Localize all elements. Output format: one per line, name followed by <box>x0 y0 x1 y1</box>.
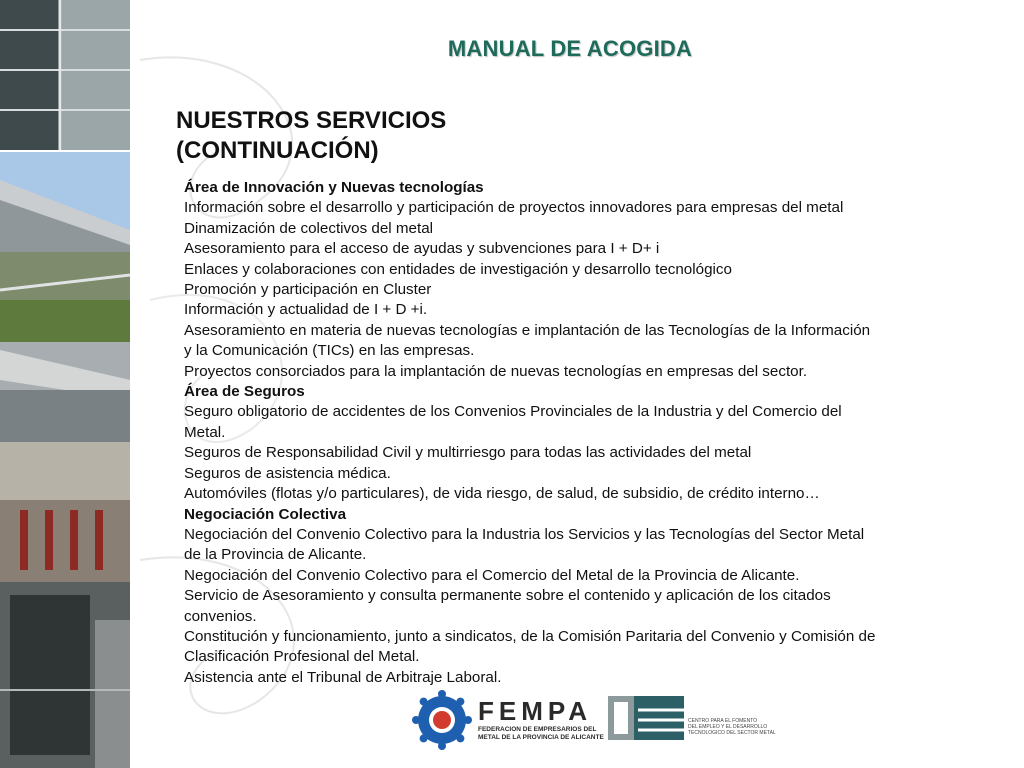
centro-caption-line-3: TECNOLOGICO DEL SECTOR METAL <box>688 730 776 736</box>
list-item: Asesoramiento para el acceso de ayudas y subvenciones para I + D+ i <box>184 240 660 258</box>
section-title <box>176 106 446 166</box>
fempa-subtitle-1: FEDERACION DE EMPRESARIOS DEL <box>478 726 597 733</box>
centro-emblem-icon <box>608 696 684 740</box>
list-item: Proyectos consorciados para la implantación de nuevas tecnologías en empresas del sector. <box>184 362 808 380</box>
fempa-wordmark: FEMPA <box>478 696 593 726</box>
list-item: Promoción y participación en Cluster <box>184 281 432 299</box>
list-item: Automóviles (flotas y/o particulares), de vida riesgo, de salud, de subsidio, de crédito interno… <box>184 485 820 503</box>
list-item: Información y actualidad de I + D +i. <box>184 301 428 319</box>
manual-title: MANUAL DE ACOGIDA <box>447 36 693 61</box>
fempa-subtitle-2: METAL DE LA PROVINCIA DE ALICANTE <box>478 734 604 741</box>
list-item: Clasificación Profesional del Metal. <box>184 648 420 666</box>
services-list <box>184 178 974 688</box>
list-item: convenios. <box>184 607 257 625</box>
section-heading: Negociación Colectiva <box>184 505 347 523</box>
centro-logo <box>608 696 684 740</box>
building-photo-strip <box>0 0 130 768</box>
centro-caption-line-1: CENTRO PARA EL FOMENTO <box>688 718 758 724</box>
list-item: Seguro obligatorio de accidentes de los Convenios Provinciales de la Industria y del Comercio del <box>184 403 842 421</box>
list-item: Dinamización de colectivos del metal <box>184 219 434 237</box>
footer-logos <box>412 688 792 752</box>
list-item: y la Comunicación (TICs) en las empresas. <box>184 342 475 360</box>
section-title-line-2: (CONTINUACIÓN) <box>176 137 379 164</box>
list-item: Constitución y funcionamiento, junto a sindicatos, de la Comisión Paritaria del Convenio y Comisión de <box>184 627 876 645</box>
list-item: de la Provincia de Alicante. <box>184 546 367 564</box>
list-item: Seguros de asistencia médica. <box>184 464 391 482</box>
list-item: Negociación del Convenio Colectivo para el Comercio del Metal de la Provincia de Alicante. <box>184 566 800 584</box>
fempa-emblem-icon <box>412 690 472 750</box>
list-item: Servicio de Asesoramiento y consulta permanente sobre el contenido y aplicación de los citados <box>184 587 831 605</box>
list-item: Negociación del Convenio Colectivo para la Industria los Servicios y las Tecnologías del Sector Metal <box>184 525 865 543</box>
fempa-logo <box>412 690 604 750</box>
centro-caption <box>688 718 776 736</box>
list-item: Seguros de Responsabilidad Civil y multirriesgo para todas las actividades del metal <box>184 444 752 462</box>
section-heading: Área de Innovación y Nuevas tecnologías <box>184 179 484 196</box>
list-item: Asistencia ante el Tribunal de Arbitraje Laboral. <box>184 668 502 686</box>
list-item: Metal. <box>184 423 226 441</box>
list-item: Asesoramiento en materia de nuevas tecnologías e implantación de las Tecnologías de la Información <box>184 321 871 339</box>
section-title-line-1: NUESTROS SERVICIOS <box>176 107 447 134</box>
list-item: Enlaces y colaboraciones con entidades de investigación y desarrollo tecnológico <box>184 260 732 278</box>
centro-caption-line-2: DEL EMPLEO Y EL DESARROLLO <box>688 724 768 730</box>
list-item: Información sobre el desarrollo y participación de proyectos innovadores para empresas del metal <box>184 199 844 217</box>
section-heading: Área de Seguros <box>184 383 305 401</box>
